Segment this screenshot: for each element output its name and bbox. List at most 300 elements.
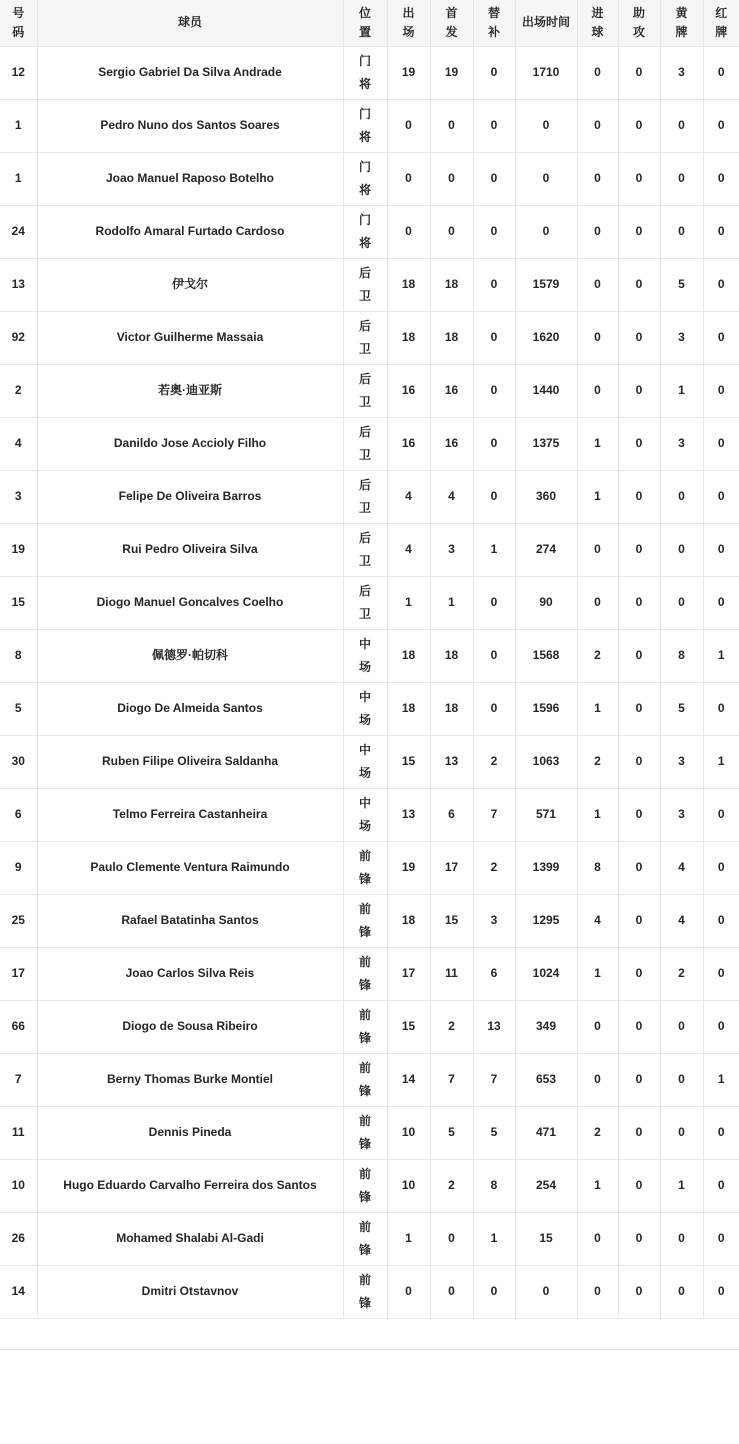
cell-position (343, 258, 387, 311)
cell-player: Diogo de Sousa Ribeiro (37, 1000, 343, 1053)
cell-minutes: 1710 (515, 46, 577, 99)
cell-substitute: 2 (473, 735, 515, 788)
cell-starts: 18 (430, 311, 473, 364)
cell-assists: 0 (618, 1265, 660, 1318)
cell-substitute: 6 (473, 947, 515, 1000)
cell-assists: 0 (618, 629, 660, 682)
cell-red-cards: 0 (703, 470, 739, 523)
cell-player: Rui Pedro Oliveira Silva (37, 523, 343, 576)
cell-position (343, 364, 387, 417)
cell-appearances: 1 (387, 576, 430, 629)
cell-number: 25 (0, 894, 37, 947)
cell-goals: 2 (577, 629, 618, 682)
header-row (0, 0, 739, 46)
cell-position (343, 576, 387, 629)
cell-position (343, 1000, 387, 1053)
cell-player: Victor Guilherme Massaia (37, 311, 343, 364)
cell-starts: 18 (430, 682, 473, 735)
position-label: 中场 (359, 795, 372, 833)
cell-position (343, 1265, 387, 1318)
cell-appearances: 18 (387, 894, 430, 947)
position-label: 门将 (359, 106, 372, 144)
cell-minutes: 471 (515, 1106, 577, 1159)
cell-number: 26 (0, 1212, 37, 1265)
cell-yellow-cards: 4 (660, 841, 703, 894)
cell-goals: 0 (577, 1000, 618, 1053)
cell-starts: 16 (430, 417, 473, 470)
cell-appearances: 18 (387, 311, 430, 364)
cell-goals: 1 (577, 788, 618, 841)
cell-assists: 0 (618, 1053, 660, 1106)
cell-goals: 0 (577, 364, 618, 417)
cell-minutes: 360 (515, 470, 577, 523)
table-row (0, 417, 739, 470)
cell-position (343, 1053, 387, 1106)
cell-substitute: 0 (473, 417, 515, 470)
cell-player: Dennis Pineda (37, 1106, 343, 1159)
cell-goals: 2 (577, 1106, 618, 1159)
cell-appearances: 16 (387, 417, 430, 470)
cell-position (343, 1106, 387, 1159)
table-row (0, 258, 739, 311)
cell-number: 5 (0, 682, 37, 735)
cell-number: 3 (0, 470, 37, 523)
cell-red-cards: 0 (703, 841, 739, 894)
cell-position (343, 205, 387, 258)
cell-goals: 0 (577, 523, 618, 576)
cell-player: Telmo Ferreira Castanheira (37, 788, 343, 841)
cell-minutes: 1024 (515, 947, 577, 1000)
cell-starts: 6 (430, 788, 473, 841)
cell-starts: 0 (430, 99, 473, 152)
cell-appearances: 17 (387, 947, 430, 1000)
cell-red-cards: 0 (703, 364, 739, 417)
cell-number: 12 (0, 46, 37, 99)
cell-yellow-cards: 3 (660, 788, 703, 841)
cell-minutes: 15 (515, 1212, 577, 1265)
cell-number: 14 (0, 1265, 37, 1318)
cell-minutes: 0 (515, 152, 577, 205)
header-position-label: 位置 (359, 5, 372, 39)
header-player: 球员 (37, 0, 343, 46)
cell-starts: 2 (430, 1159, 473, 1212)
cell-minutes: 1579 (515, 258, 577, 311)
cell-red-cards: 0 (703, 1212, 739, 1265)
cell-number: 2 (0, 364, 37, 417)
position-label: 前锋 (359, 1113, 372, 1151)
cell-substitute: 7 (473, 1053, 515, 1106)
cell-appearances: 18 (387, 629, 430, 682)
header-number (0, 0, 37, 46)
position-label: 中场 (359, 742, 372, 780)
cell-red-cards: 0 (703, 311, 739, 364)
cell-minutes: 1063 (515, 735, 577, 788)
cell-player: Danildo Jose Accioly Filho (37, 417, 343, 470)
cell-substitute: 0 (473, 99, 515, 152)
cell-minutes: 1620 (515, 311, 577, 364)
table-row (0, 1053, 739, 1106)
cell-goals: 0 (577, 152, 618, 205)
table-row (0, 152, 739, 205)
bottom-divider (0, 1349, 739, 1350)
cell-player: Ruben Filipe Oliveira Saldanha (37, 735, 343, 788)
cell-assists: 0 (618, 1212, 660, 1265)
cell-yellow-cards: 0 (660, 470, 703, 523)
cell-player: Hugo Eduardo Carvalho Ferreira dos Santos (37, 1159, 343, 1212)
cell-starts: 0 (430, 1265, 473, 1318)
cell-assists: 0 (618, 99, 660, 152)
cell-yellow-cards: 3 (660, 46, 703, 99)
cell-red-cards: 0 (703, 576, 739, 629)
position-label: 前锋 (359, 1007, 372, 1045)
cell-minutes: 274 (515, 523, 577, 576)
cell-red-cards: 0 (703, 205, 739, 258)
cell-minutes: 1596 (515, 682, 577, 735)
table-row (0, 1106, 739, 1159)
cell-starts: 16 (430, 364, 473, 417)
cell-appearances: 15 (387, 1000, 430, 1053)
cell-appearances: 1 (387, 1212, 430, 1265)
cell-minutes: 1399 (515, 841, 577, 894)
position-label: 前锋 (359, 1166, 372, 1204)
table-row (0, 629, 739, 682)
cell-appearances: 10 (387, 1159, 430, 1212)
cell-starts: 5 (430, 1106, 473, 1159)
cell-position (343, 99, 387, 152)
cell-red-cards: 0 (703, 682, 739, 735)
cell-position (343, 1159, 387, 1212)
table-row (0, 1000, 739, 1053)
position-label: 门将 (359, 212, 372, 250)
cell-yellow-cards: 0 (660, 1212, 703, 1265)
cell-assists: 0 (618, 205, 660, 258)
table-row (0, 205, 739, 258)
cell-player: 伊戈尔 (37, 258, 343, 311)
header-appearances-label: 出场 (402, 5, 415, 39)
cell-starts: 11 (430, 947, 473, 1000)
header-red-cards-label: 红牌 (715, 5, 728, 39)
cell-substitute: 0 (473, 205, 515, 258)
cell-player: Sergio Gabriel Da Silva Andrade (37, 46, 343, 99)
cell-goals: 0 (577, 1212, 618, 1265)
cell-red-cards: 1 (703, 735, 739, 788)
cell-substitute: 1 (473, 1212, 515, 1265)
table-row (0, 46, 739, 99)
cell-starts: 4 (430, 470, 473, 523)
cell-position (343, 735, 387, 788)
cell-substitute: 0 (473, 46, 515, 99)
cell-yellow-cards: 0 (660, 99, 703, 152)
cell-starts: 18 (430, 258, 473, 311)
cell-number: 66 (0, 1000, 37, 1053)
table-row (0, 735, 739, 788)
cell-minutes: 1295 (515, 894, 577, 947)
header-number-label: 号码 (12, 5, 25, 39)
cell-position (343, 311, 387, 364)
cell-goals: 0 (577, 205, 618, 258)
cell-substitute: 0 (473, 152, 515, 205)
cell-assists: 0 (618, 894, 660, 947)
cell-substitute: 0 (473, 364, 515, 417)
cell-starts: 1 (430, 576, 473, 629)
cell-player: Pedro Nuno dos Santos Soares (37, 99, 343, 152)
table-row (0, 894, 739, 947)
header-appearances (387, 0, 430, 46)
cell-substitute: 7 (473, 788, 515, 841)
cell-substitute: 0 (473, 311, 515, 364)
cell-yellow-cards: 0 (660, 1265, 703, 1318)
header-yellow-cards-label: 黄牌 (675, 5, 688, 39)
cell-minutes: 0 (515, 205, 577, 258)
cell-starts: 15 (430, 894, 473, 947)
position-label: 后卫 (359, 318, 372, 356)
cell-player: Diogo Manuel Goncalves Coelho (37, 576, 343, 629)
cell-starts: 3 (430, 523, 473, 576)
cell-starts: 17 (430, 841, 473, 894)
cell-red-cards: 0 (703, 258, 739, 311)
cell-player: Diogo De Almeida Santos (37, 682, 343, 735)
cell-assists: 0 (618, 1106, 660, 1159)
cell-substitute: 0 (473, 629, 515, 682)
cell-substitute: 13 (473, 1000, 515, 1053)
position-label: 门将 (359, 159, 372, 197)
cell-goals: 1 (577, 470, 618, 523)
cell-goals: 0 (577, 46, 618, 99)
cell-number: 6 (0, 788, 37, 841)
cell-player: Joao Manuel Raposo Botelho (37, 152, 343, 205)
cell-position (343, 841, 387, 894)
cell-appearances: 19 (387, 841, 430, 894)
cell-red-cards: 0 (703, 1159, 739, 1212)
cell-assists: 0 (618, 46, 660, 99)
cell-red-cards: 0 (703, 523, 739, 576)
position-label: 后卫 (359, 265, 372, 303)
cell-player: Joao Carlos Silva Reis (37, 947, 343, 1000)
cell-substitute: 5 (473, 1106, 515, 1159)
header-assists (618, 0, 660, 46)
position-label: 前锋 (359, 848, 372, 886)
cell-number: 17 (0, 947, 37, 1000)
cell-minutes: 254 (515, 1159, 577, 1212)
cell-goals: 0 (577, 258, 618, 311)
cell-appearances: 4 (387, 470, 430, 523)
cell-position (343, 947, 387, 1000)
cell-number: 13 (0, 258, 37, 311)
cell-yellow-cards: 5 (660, 682, 703, 735)
position-label: 前锋 (359, 1060, 372, 1098)
cell-starts: 13 (430, 735, 473, 788)
cell-position (343, 46, 387, 99)
cell-starts: 0 (430, 1212, 473, 1265)
cell-goals: 1 (577, 1159, 618, 1212)
cell-appearances: 13 (387, 788, 430, 841)
cell-substitute: 0 (473, 470, 515, 523)
cell-number: 11 (0, 1106, 37, 1159)
table-row (0, 470, 739, 523)
cell-goals: 0 (577, 311, 618, 364)
cell-red-cards: 0 (703, 46, 739, 99)
cell-starts: 0 (430, 205, 473, 258)
cell-red-cards: 0 (703, 99, 739, 152)
cell-substitute: 3 (473, 894, 515, 947)
cell-position (343, 152, 387, 205)
cell-appearances: 18 (387, 682, 430, 735)
cell-appearances: 0 (387, 152, 430, 205)
cell-yellow-cards: 8 (660, 629, 703, 682)
cell-minutes: 571 (515, 788, 577, 841)
cell-yellow-cards: 4 (660, 894, 703, 947)
cell-yellow-cards: 0 (660, 523, 703, 576)
header-substitute-label: 替补 (488, 5, 501, 39)
cell-yellow-cards: 1 (660, 1159, 703, 1212)
cell-substitute: 0 (473, 258, 515, 311)
cell-assists: 0 (618, 1159, 660, 1212)
cell-number: 24 (0, 205, 37, 258)
cell-goals: 0 (577, 99, 618, 152)
position-label: 中场 (359, 636, 372, 674)
cell-minutes: 90 (515, 576, 577, 629)
table-row (0, 311, 739, 364)
header-starts (430, 0, 473, 46)
cell-substitute: 1 (473, 523, 515, 576)
cell-yellow-cards: 5 (660, 258, 703, 311)
cell-player: Rafael Batatinha Santos (37, 894, 343, 947)
cell-position (343, 470, 387, 523)
position-label: 后卫 (359, 371, 372, 409)
header-goals (577, 0, 618, 46)
header-goals-label: 进球 (591, 5, 604, 39)
cell-yellow-cards: 0 (660, 1000, 703, 1053)
cell-goals: 1 (577, 947, 618, 1000)
table-row (0, 1159, 739, 1212)
position-label: 前锋 (359, 1219, 372, 1257)
cell-red-cards: 0 (703, 1265, 739, 1318)
cell-player: Felipe De Oliveira Barros (37, 470, 343, 523)
cell-number: 4 (0, 417, 37, 470)
cell-substitute: 0 (473, 576, 515, 629)
cell-minutes: 0 (515, 99, 577, 152)
position-label: 后卫 (359, 424, 372, 462)
cell-red-cards: 1 (703, 629, 739, 682)
cell-goals: 0 (577, 1265, 618, 1318)
cell-yellow-cards: 3 (660, 735, 703, 788)
cell-assists: 0 (618, 523, 660, 576)
header-substitute (473, 0, 515, 46)
cell-player: Berny Thomas Burke Montiel (37, 1053, 343, 1106)
cell-player: 若奥·迪亚斯 (37, 364, 343, 417)
cell-assists: 0 (618, 735, 660, 788)
cell-position (343, 682, 387, 735)
cell-goals: 1 (577, 682, 618, 735)
cell-yellow-cards: 0 (660, 205, 703, 258)
table-body (0, 46, 739, 1318)
cell-goals: 1 (577, 417, 618, 470)
cell-number: 10 (0, 1159, 37, 1212)
header-starts-label: 首发 (445, 5, 458, 39)
table-header (0, 0, 739, 46)
cell-goals: 0 (577, 1053, 618, 1106)
cell-goals: 2 (577, 735, 618, 788)
cell-number: 1 (0, 152, 37, 205)
table-row (0, 364, 739, 417)
table-row (0, 682, 739, 735)
cell-appearances: 4 (387, 523, 430, 576)
cell-starts: 2 (430, 1000, 473, 1053)
cell-assists: 0 (618, 576, 660, 629)
cell-player: Paulo Clemente Ventura Raimundo (37, 841, 343, 894)
position-label: 后卫 (359, 583, 372, 621)
cell-yellow-cards: 0 (660, 152, 703, 205)
header-assists-label: 助攻 (633, 5, 646, 39)
cell-red-cards: 0 (703, 1000, 739, 1053)
cell-assists: 0 (618, 311, 660, 364)
cell-starts: 0 (430, 152, 473, 205)
cell-minutes: 653 (515, 1053, 577, 1106)
cell-yellow-cards: 0 (660, 1053, 703, 1106)
cell-number: 7 (0, 1053, 37, 1106)
cell-yellow-cards: 1 (660, 364, 703, 417)
header-position (343, 0, 387, 46)
cell-goals: 8 (577, 841, 618, 894)
cell-position (343, 894, 387, 947)
cell-yellow-cards: 0 (660, 1106, 703, 1159)
table-row (0, 788, 739, 841)
position-label: 中场 (359, 689, 372, 727)
cell-number: 30 (0, 735, 37, 788)
cell-appearances: 0 (387, 1265, 430, 1318)
cell-goals: 4 (577, 894, 618, 947)
cell-number: 9 (0, 841, 37, 894)
cell-number: 1 (0, 99, 37, 152)
cell-number: 15 (0, 576, 37, 629)
cell-red-cards: 0 (703, 788, 739, 841)
cell-assists: 0 (618, 788, 660, 841)
cell-starts: 7 (430, 1053, 473, 1106)
cell-red-cards: 1 (703, 1053, 739, 1106)
position-label: 前锋 (359, 1272, 372, 1310)
cell-substitute: 0 (473, 1265, 515, 1318)
cell-red-cards: 0 (703, 152, 739, 205)
position-label: 后卫 (359, 530, 372, 568)
table-row (0, 841, 739, 894)
cell-appearances: 10 (387, 1106, 430, 1159)
cell-player: Dmitri Otstavnov (37, 1265, 343, 1318)
cell-yellow-cards: 3 (660, 311, 703, 364)
cell-minutes: 0 (515, 1265, 577, 1318)
cell-starts: 19 (430, 46, 473, 99)
cell-substitute: 8 (473, 1159, 515, 1212)
header-red-cards (703, 0, 739, 46)
cell-assists: 0 (618, 258, 660, 311)
cell-appearances: 15 (387, 735, 430, 788)
cell-red-cards: 0 (703, 1106, 739, 1159)
cell-player: Rodolfo Amaral Furtado Cardoso (37, 205, 343, 258)
cell-assists: 0 (618, 417, 660, 470)
table-row (0, 1212, 739, 1265)
table-row (0, 576, 739, 629)
cell-position (343, 417, 387, 470)
cell-number: 19 (0, 523, 37, 576)
position-label: 前锋 (359, 954, 372, 992)
cell-assists: 0 (618, 841, 660, 894)
position-label: 门将 (359, 53, 372, 91)
cell-position (343, 788, 387, 841)
cell-position (343, 629, 387, 682)
cell-minutes: 1440 (515, 364, 577, 417)
cell-red-cards: 0 (703, 894, 739, 947)
cell-position (343, 1212, 387, 1265)
cell-number: 8 (0, 629, 37, 682)
